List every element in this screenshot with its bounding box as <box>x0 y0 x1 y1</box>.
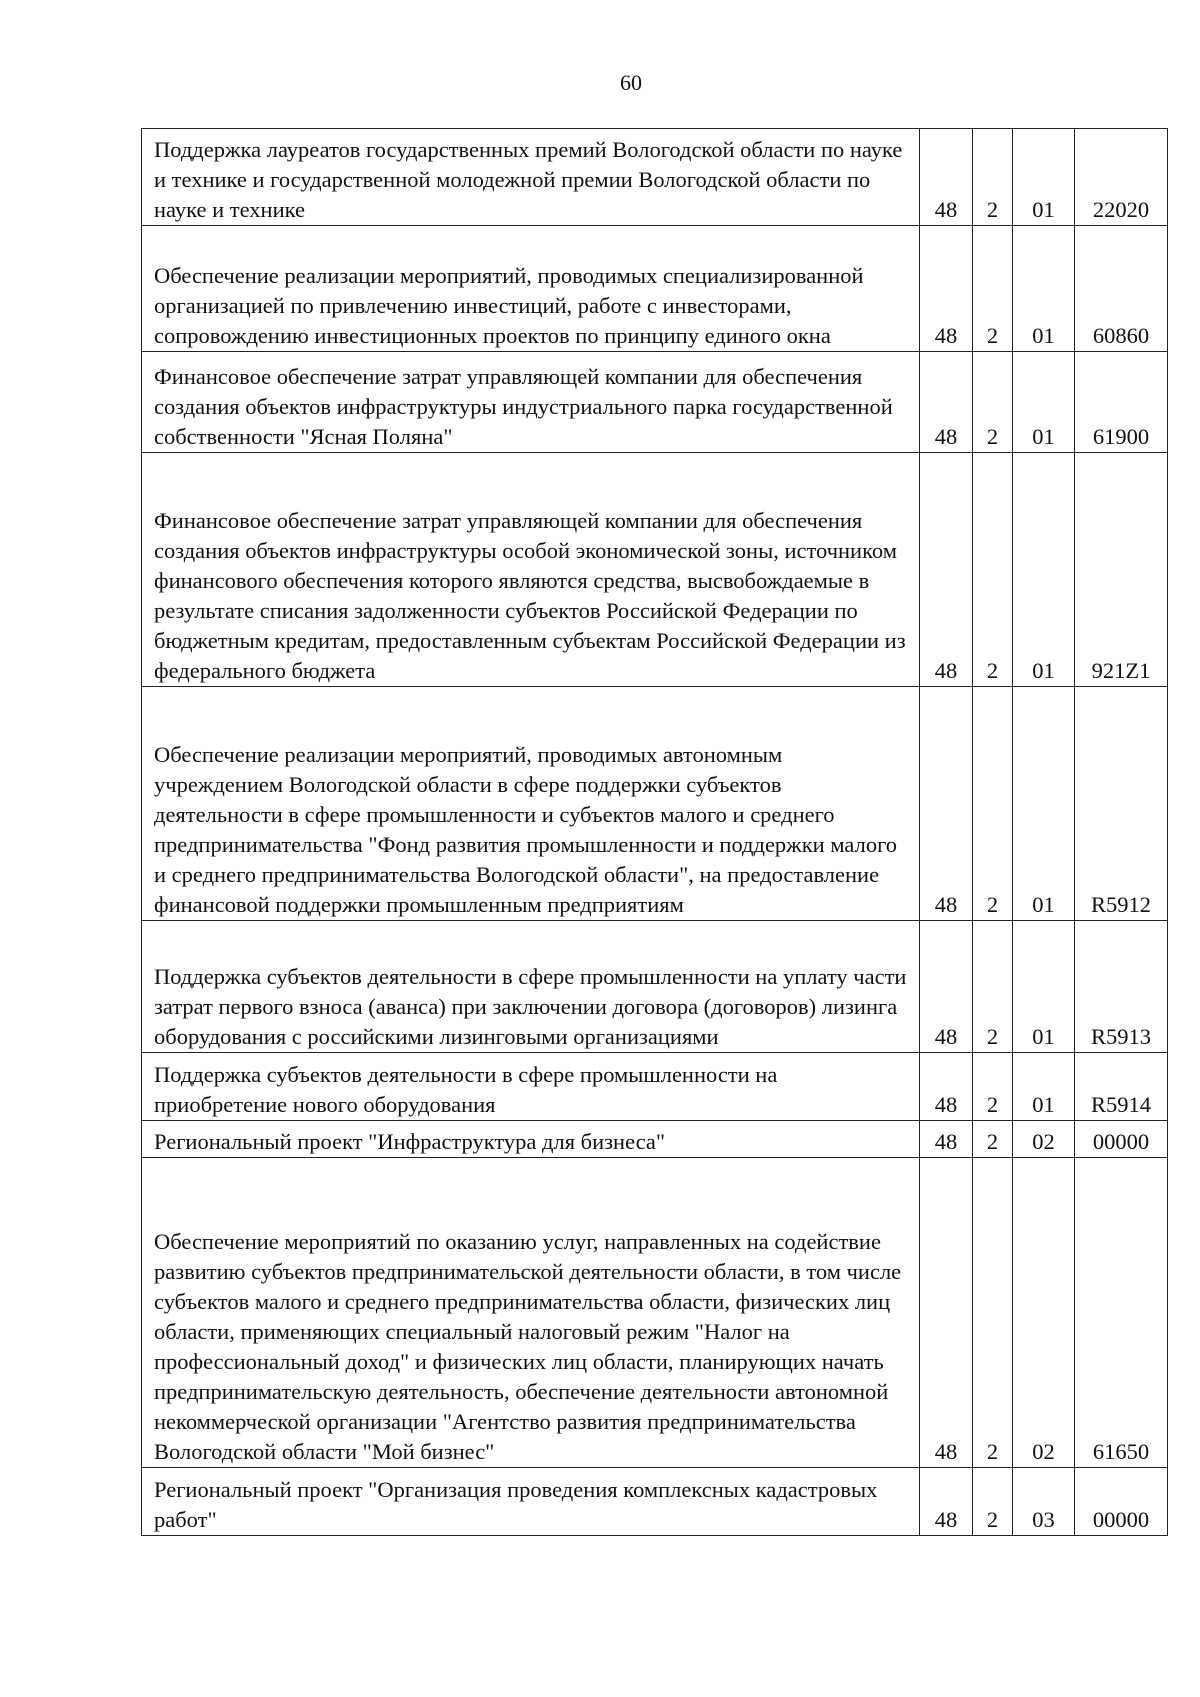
code-program: 48 <box>920 921 973 1053</box>
code-activity: 01 <box>1013 226 1075 352</box>
code-activity: 01 <box>1013 129 1075 226</box>
row-description: Обеспечение реализации мероприятий, проводимых автономным учреждением Вологодской области в сфере поддержки субъектов деятельности в сфере промышленности и субъектов малого и среднего предпринимательства "Фонд развития промышленности и поддержки малого и среднего предпринимательства Вологодской области", на предоставление финансовой поддержки промышленным предприятиям <box>142 687 920 921</box>
row-description: Финансовое обеспечение затрат управляющей компании для обеспечения создания объектов инфраструктуры особой экономической зоны, источником финансового обеспечения которого являются средства, высвобождаемые в результате списания задолженности субъектов Российской Федерации по бюджетным кредитам, предоставленным субъектам Российской Федерации из федерального бюджета <box>142 453 920 687</box>
code-program: 48 <box>920 687 973 921</box>
code-subprogram: 2 <box>973 687 1013 921</box>
code-program: 48 <box>920 1121 973 1158</box>
row-description: Обеспечение реализации мероприятий, проводимых специализированной организацией по привлечению инвестиций, работе с инвесторами, сопровождению инвестиционных проектов по принципу единого окна <box>142 226 920 352</box>
code-direction: 921Z1 <box>1075 453 1168 687</box>
code-activity: 03 <box>1013 1468 1075 1536</box>
table-row <box>142 1158 1168 1468</box>
table-row <box>142 453 1168 687</box>
row-description: Поддержка лауреатов государственных премий Вологодской области по науке и технике и государственной молодежной премии Вологодской области по науке и технике <box>142 129 920 226</box>
row-description: Региональный проект "Инфраструктура для бизнеса" <box>142 1121 920 1158</box>
page-number: 60 <box>620 70 642 95</box>
row-description: Региональный проект "Организация проведения комплексных кадастровых работ" <box>142 1468 920 1536</box>
table-row <box>142 1468 1168 1536</box>
code-program: 48 <box>920 226 973 352</box>
code-subprogram: 2 <box>973 1121 1013 1158</box>
code-subprogram: 2 <box>973 1468 1013 1536</box>
code-program: 48 <box>920 1468 973 1536</box>
row-description: Поддержка субъектов деятельности в сфере промышленности на приобретение нового оборудования <box>142 1053 920 1121</box>
table-row <box>142 921 1168 1053</box>
code-subprogram: 2 <box>973 921 1013 1053</box>
code-direction: 60860 <box>1075 226 1168 352</box>
row-description: Обеспечение мероприятий по оказанию услуг, направленных на содействие развитию субъектов предпринимательской деятельности области, в том числе субъектов малого и среднего предпринимательства области, физических лиц области, применяющих специальный налоговый режим "Налог на профессиональный доход" и физических лиц области, планирующих начать предпринимательскую деятельность, обеспечение деятельности автономной некоммерческой организации "Агентство развития предпринимательства Вологодской области "Мой бизнес" <box>142 1158 920 1468</box>
code-activity: 01 <box>1013 352 1075 453</box>
code-direction: R5914 <box>1075 1053 1168 1121</box>
code-program: 48 <box>920 129 973 226</box>
code-direction: 61900 <box>1075 352 1168 453</box>
code-subprogram: 2 <box>973 1053 1013 1121</box>
code-activity: 02 <box>1013 1121 1075 1158</box>
code-program: 48 <box>920 453 973 687</box>
budget-classification-table <box>141 128 1168 1536</box>
code-subprogram: 2 <box>973 226 1013 352</box>
code-direction: R5912 <box>1075 687 1168 921</box>
code-program: 48 <box>920 1158 973 1468</box>
row-description: Поддержка субъектов деятельности в сфере промышленности на уплату части затрат первого взноса (аванса) при заключении договора (договоров) лизинга оборудования с российскими лизинговыми организациями <box>142 921 920 1053</box>
code-direction: 00000 <box>1075 1121 1168 1158</box>
code-direction: R5913 <box>1075 921 1168 1053</box>
code-subprogram: 2 <box>973 352 1013 453</box>
code-program: 48 <box>920 352 973 453</box>
table-row <box>142 226 1168 352</box>
table-row <box>142 129 1168 226</box>
code-activity: 02 <box>1013 1158 1075 1468</box>
code-activity: 01 <box>1013 921 1075 1053</box>
table-row <box>142 352 1168 453</box>
code-subprogram: 2 <box>973 453 1013 687</box>
code-activity: 01 <box>1013 687 1075 921</box>
table-row <box>142 687 1168 921</box>
code-subprogram: 2 <box>973 129 1013 226</box>
code-program: 48 <box>920 1053 973 1121</box>
table-row <box>142 1121 1168 1158</box>
code-direction: 22020 <box>1075 129 1168 226</box>
code-direction: 61650 <box>1075 1158 1168 1468</box>
code-activity: 01 <box>1013 1053 1075 1121</box>
row-description: Финансовое обеспечение затрат управляющей компании для обеспечения создания объектов инфраструктуры индустриального парка государственной собственности "Ясная Поляна" <box>142 352 920 453</box>
table-row <box>142 1053 1168 1121</box>
code-activity: 01 <box>1013 453 1075 687</box>
code-subprogram: 2 <box>973 1158 1013 1468</box>
code-direction: 00000 <box>1075 1468 1168 1536</box>
